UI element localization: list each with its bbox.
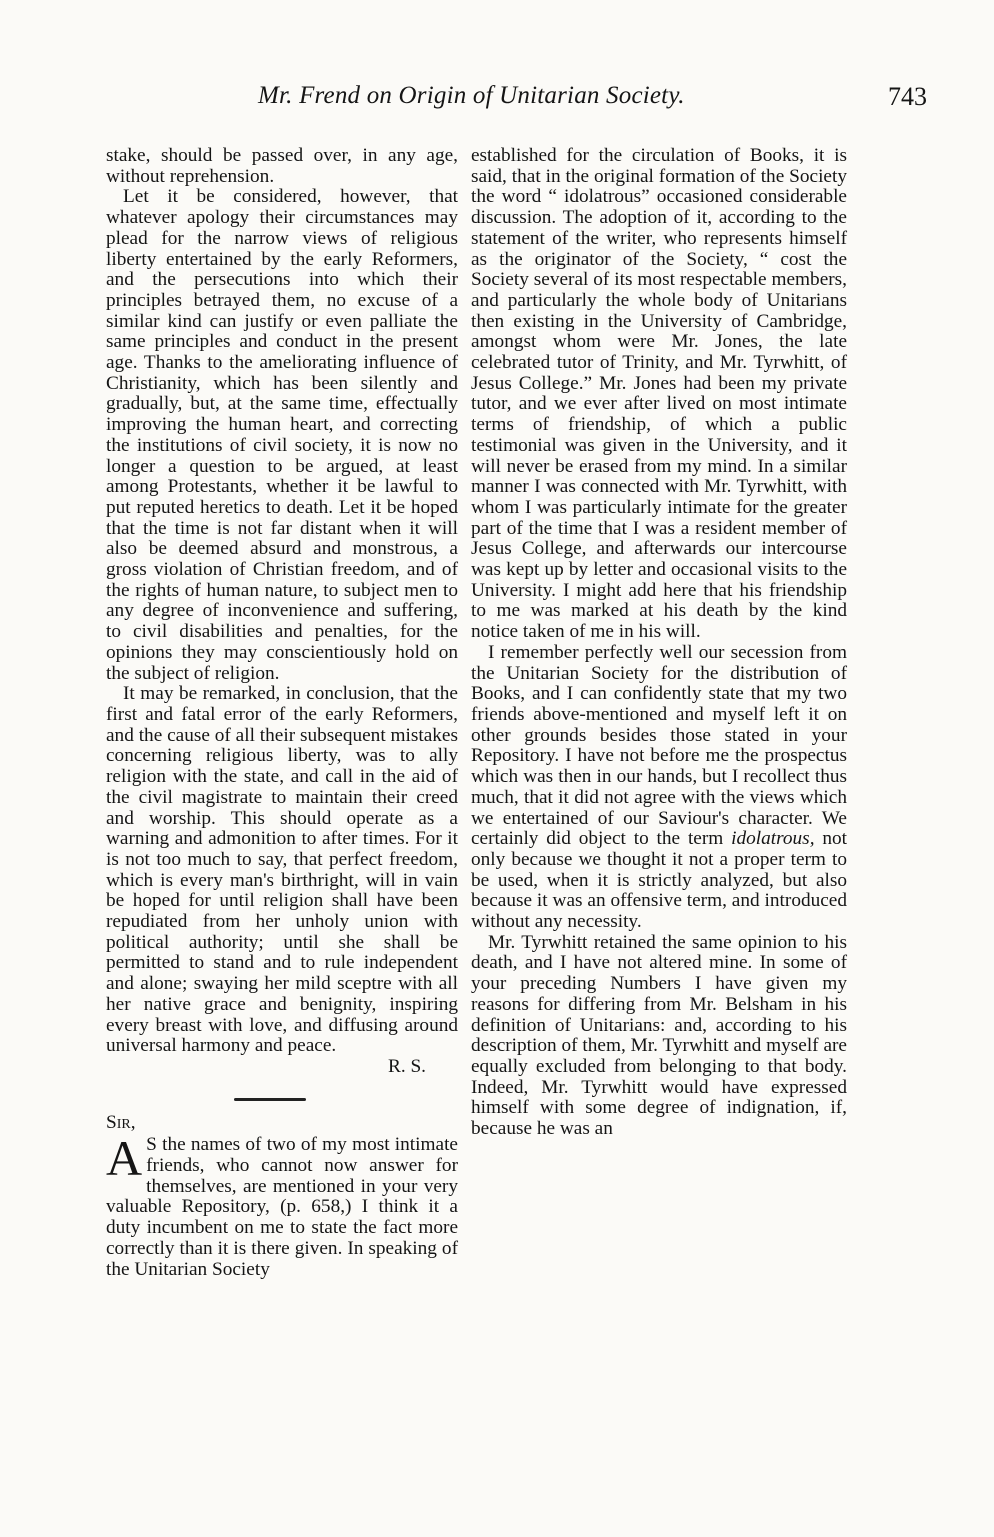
left-column <box>106 146 458 1280</box>
paragraph <box>471 643 847 933</box>
letter-text: S the names of two of my most intimate friends, who cannot now answer for themselves, are mentioned in your very valuable Repository, (p. 658,) I think it a duty incumbent on me to state the fact more correctly than it is there given. In speaking of the Unitarian Society <box>106 1134 458 1280</box>
page-number: 743 <box>888 82 927 111</box>
section-divider <box>234 1098 306 1101</box>
paragraph-text: not only because we thought it not a proper term to be used, when it is strictly analyzed, but also because it was an offensive term, and introduced without any necessity. <box>471 828 847 933</box>
paragraph-text: I remember perfectly well our secession from the Unitarian Society for the distribution of Books, and I can confidently state that my two friends above-mentioned and myself left it on other grounds besides those stated in your Repository. I have not before me the prospectus which was then in our hands, but I recollect thus much, that it did not agree with the views which we entertained of our Saviour's character. We certainly did object to the term <box>471 641 847 850</box>
paragraph-continuation: stake, should be passed over, in any age, without reprehension. <box>106 145 458 187</box>
drop-cap: A <box>106 1130 143 1187</box>
page-header <box>0 82 994 116</box>
paragraph: Mr. Tyrwhitt retained the same opinion to his death, and I have not altered mine. In some of your preceding Numbers I have given my reasons for differing from Mr. Belsham in his definition of Unitarians: and, according to his description of them, Mr. Tyrwhitt and myself are equally excluded from belonging to that body. Indeed, Mr. Tyrwhitt would have expressed himself with some degree of indignation, if, because he was an <box>471 931 847 1140</box>
salutation: Sir, <box>106 1111 136 1133</box>
paragraph: It may be remarked, in conclusion, that the first and fatal error of the early Reformers, and the cause of all their subsequent mistakes concerning religious liberty, was to ally religion with the state, and call in the aid of the civil magistrate to maintain their creed and worship. This should operate as a warning and admonition to after times. For it is not too much to say, that perfect freedom, which is every man's birthright, will in vain be hoped for until religion shall have been repudiated from her unholy union with political authority; until she shall be permitted to stand and to rule independent and alone; swaying her mild sceptre with all her native grace and benignity, inspiring every breast with love, and diffusing around universal harmony and peace. <box>106 683 458 1057</box>
paragraph: Let it be considered, however, that whatever apology their circumstances may plead for the narrow views of religious liberty entertained by the early Reformers, and the persecutions into which their principles betrayed them, no excuse of a similar kind can justify or even palliate the same principles and conduct in the present age. Thanks to the ameliorating influence of Christianity, which has been silently and gradually, but, at the same time, effectually improving the human heart, and correcting the institutions of civil society, it is now no longer a question to be argued, at least among Protestants, whether it be lawful to put reputed heretics to death. Let it be hoped that the time is not far distant when it will also be deemed absurd and monstrous, a gross violation of Christian freedom, and of the rights of human nature, to subject men to any degree of inconvenience and suffering, to civil disabilities and penalties, for the opinions they may conscientiously hold on the subject of religion. <box>106 186 458 684</box>
letter-paragraph <box>106 1130 458 1280</box>
right-column <box>471 146 847 1140</box>
emphasis-text: idolatrous, <box>731 828 815 850</box>
running-title: Mr. Frend on Origin of Unitarian Society. <box>258 82 685 109</box>
signature: R. S. <box>387 1055 426 1077</box>
paragraph-continuation: established for the circulation of Books, it is said, that in the original formation of the Society the word “ idolatrous” occasioned considerable discussion. The adoption of it, according to the statement of the writer, who represents himself as the originator of the Society, “ cost the Society several of its most respectable members, and particularly the whole body of Unitarians then existing in the University of Cambridge, amongst whom were Mr. Jones, the late celebrated tutor of Trinity, and Mr. Tyrwhitt, of Jesus College.” Mr. Jones had been my private tutor, and we ever after lived on most intimate terms of friendship, of which a public testimonial was given in the University, and it will never be erased from my mind. In a similar manner I was connected with Mr. Tyrwhitt, with whom I was particularly intimate for the greater part of the time that I was a resident member of Jesus College, and afterwards our intercourse was kept up by letter and occasional visits to the University. I might add here that his friendship to me was marked at his death by the kind notice taken of me in his will. <box>471 145 847 643</box>
